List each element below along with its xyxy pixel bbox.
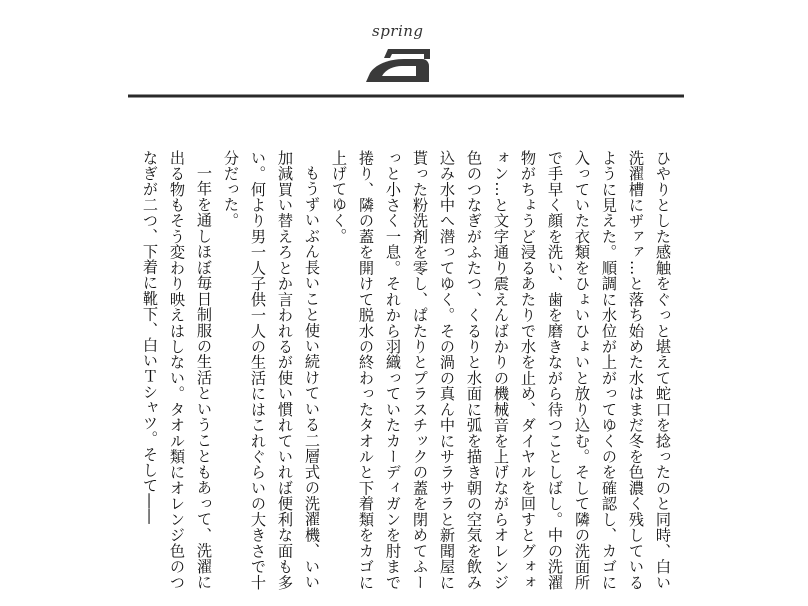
header-divider bbox=[128, 94, 684, 98]
section-label: spring bbox=[372, 22, 424, 40]
article-body bbox=[136, 150, 676, 590]
chapter-header bbox=[0, 0, 808, 110]
iron-icon bbox=[360, 46, 436, 84]
paragraph: もうずいぶん長いこと使い続けている二層式の洗濯機、いい加減買い替えろとか言われるが使い慣れていれば便利な面も多い。何より男一人子供一人の生活にはこれぐらいの大きさで十分だった。 bbox=[222, 150, 321, 590]
paragraph: ひやりとした感触をぐっと堪えて蛇口を捻ったのと同時、白い洗濯槽にザァァ…と落ち始めた水はまだ冬を色濃く残しているように見えた。順調に水位が上がってゆくのを確認し、カゴに入っていた衣類をひょいひょいと放り込む。そして隣の洗面所で手早く顔を洗い、歯を磨きながら待つことしばし。中の洗濯物がちょうど浸るあたりで水を止め、ダイヤルを回すとグォォォン…と文字通り震えんばかりの機械音を上げながらオレンジ色のつなぎがふたつ、くるりと水面に弧を描き朝の空気を飲み込み水中へ潜ってゆく。その渦の真ん中にサラサラと新聞屋に貰った粉洗剤を零し、ぱたりとプラスチックの蓋を閉めてふーっと小さく一息。それから羽織っていたカーディガンを肘まで捲り、隣の蓋を開けて脱水の終わったタオルと下着類をカゴに上げてゆく。 bbox=[330, 150, 672, 590]
paragraph: 一年を通しほぼ毎日制服の生活ということもあって、洗濯に出る物もそう変わり映えはしない。タオル類にオレンジ色のつなぎが二つ、下着に靴下、白いＴシャツ。そして―― bbox=[141, 150, 213, 590]
